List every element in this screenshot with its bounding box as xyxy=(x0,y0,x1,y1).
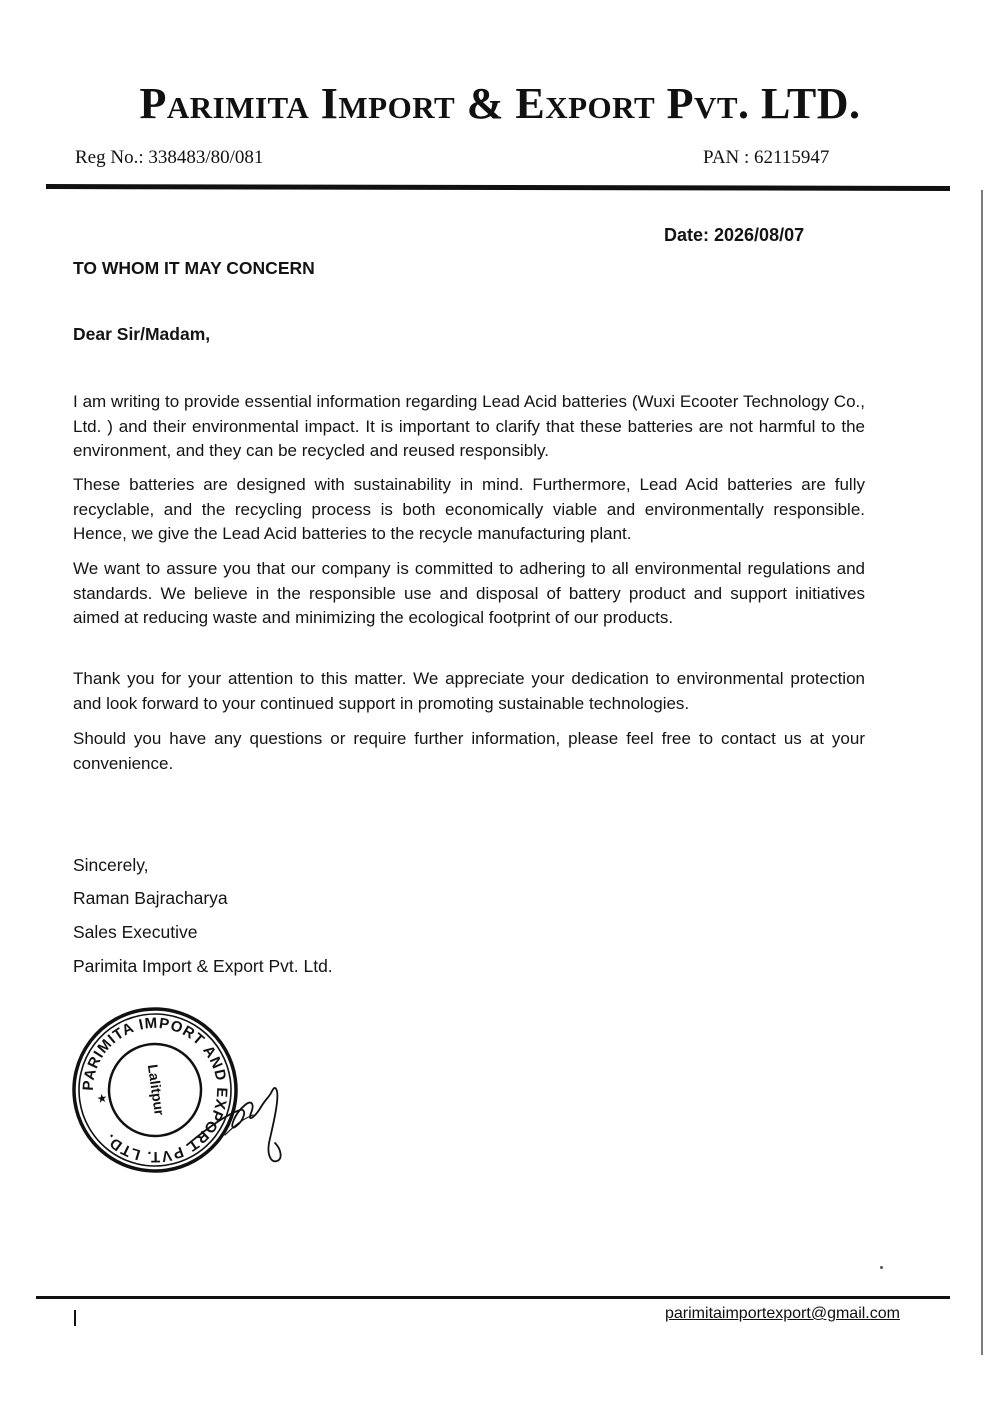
handwritten-signature xyxy=(185,1075,305,1175)
signer-company: Parimita Import & Export Pvt. Ltd. xyxy=(73,956,333,976)
registration-number: Reg No.: 338483/80/081 xyxy=(75,147,264,168)
seal-center-text: Lalitpur xyxy=(144,1063,168,1117)
addressee: TO WHOM IT MAY CONCERN xyxy=(73,258,315,278)
signer-name: Raman Bajracharya xyxy=(73,888,228,908)
company-name: Parimita Import & Export Pvt. LTD. xyxy=(139,79,861,128)
closing: Sincerely, xyxy=(73,855,149,875)
header-divider xyxy=(46,184,950,191)
body-paragraph-1: I am writing to provide essential information regarding Lead Acid batteries (Wuxi Ecooter Technology Co., Ltd. ) and their environmental impact. It is important to clarify that these batteries are not harmful to the environment, and they can be recycled and reused responsibly. xyxy=(73,392,865,460)
signer-title: Sales Executive xyxy=(73,922,198,942)
body-paragraph-3: We want to assure you that our company is committed to adhering to all environmental regulations and standards. We believe in the responsible use and disposal of battery product and support initiatives aimed at reducing waste and minimizing the ecological footprint of our products. xyxy=(73,559,865,627)
footer-divider xyxy=(36,1296,950,1299)
footer-mark xyxy=(74,1310,76,1326)
scan-speck xyxy=(880,1266,883,1269)
letter-date: Date: 2026/08/07 xyxy=(664,225,805,245)
contact-email-link[interactable]: parimitaimportexport@gmail.com xyxy=(665,1305,900,1322)
seal-outer-text: PARIMITA IMPORT AND EXPORT PVT. LTD. xyxy=(79,1014,231,1166)
pan-number: PAN : 62115947 xyxy=(703,147,830,168)
salutation: Dear Sir/Madam, xyxy=(73,324,211,344)
body-paragraph-4: Thank you for your attention to this matter. We appreciate your dedication to environmental protection and look forward to your continued support in promoting sustainable technologies. xyxy=(73,669,865,713)
svg-text:★: ★ xyxy=(95,1090,109,1107)
body-paragraph-5: Should you have any questions or require further information, please feel free to contact us at your convenience. xyxy=(73,729,865,773)
body-paragraph-2: These batteries are designed with sustainability in mind. Furthermore, Lead Acid batteries are fully recyclable, and the recycling process is both economically viable and environmentally responsible. Hence, we give the Lead Acid batteries to the recycle manufacturing plant. xyxy=(73,475,865,543)
scan-edge-line xyxy=(981,190,983,1355)
